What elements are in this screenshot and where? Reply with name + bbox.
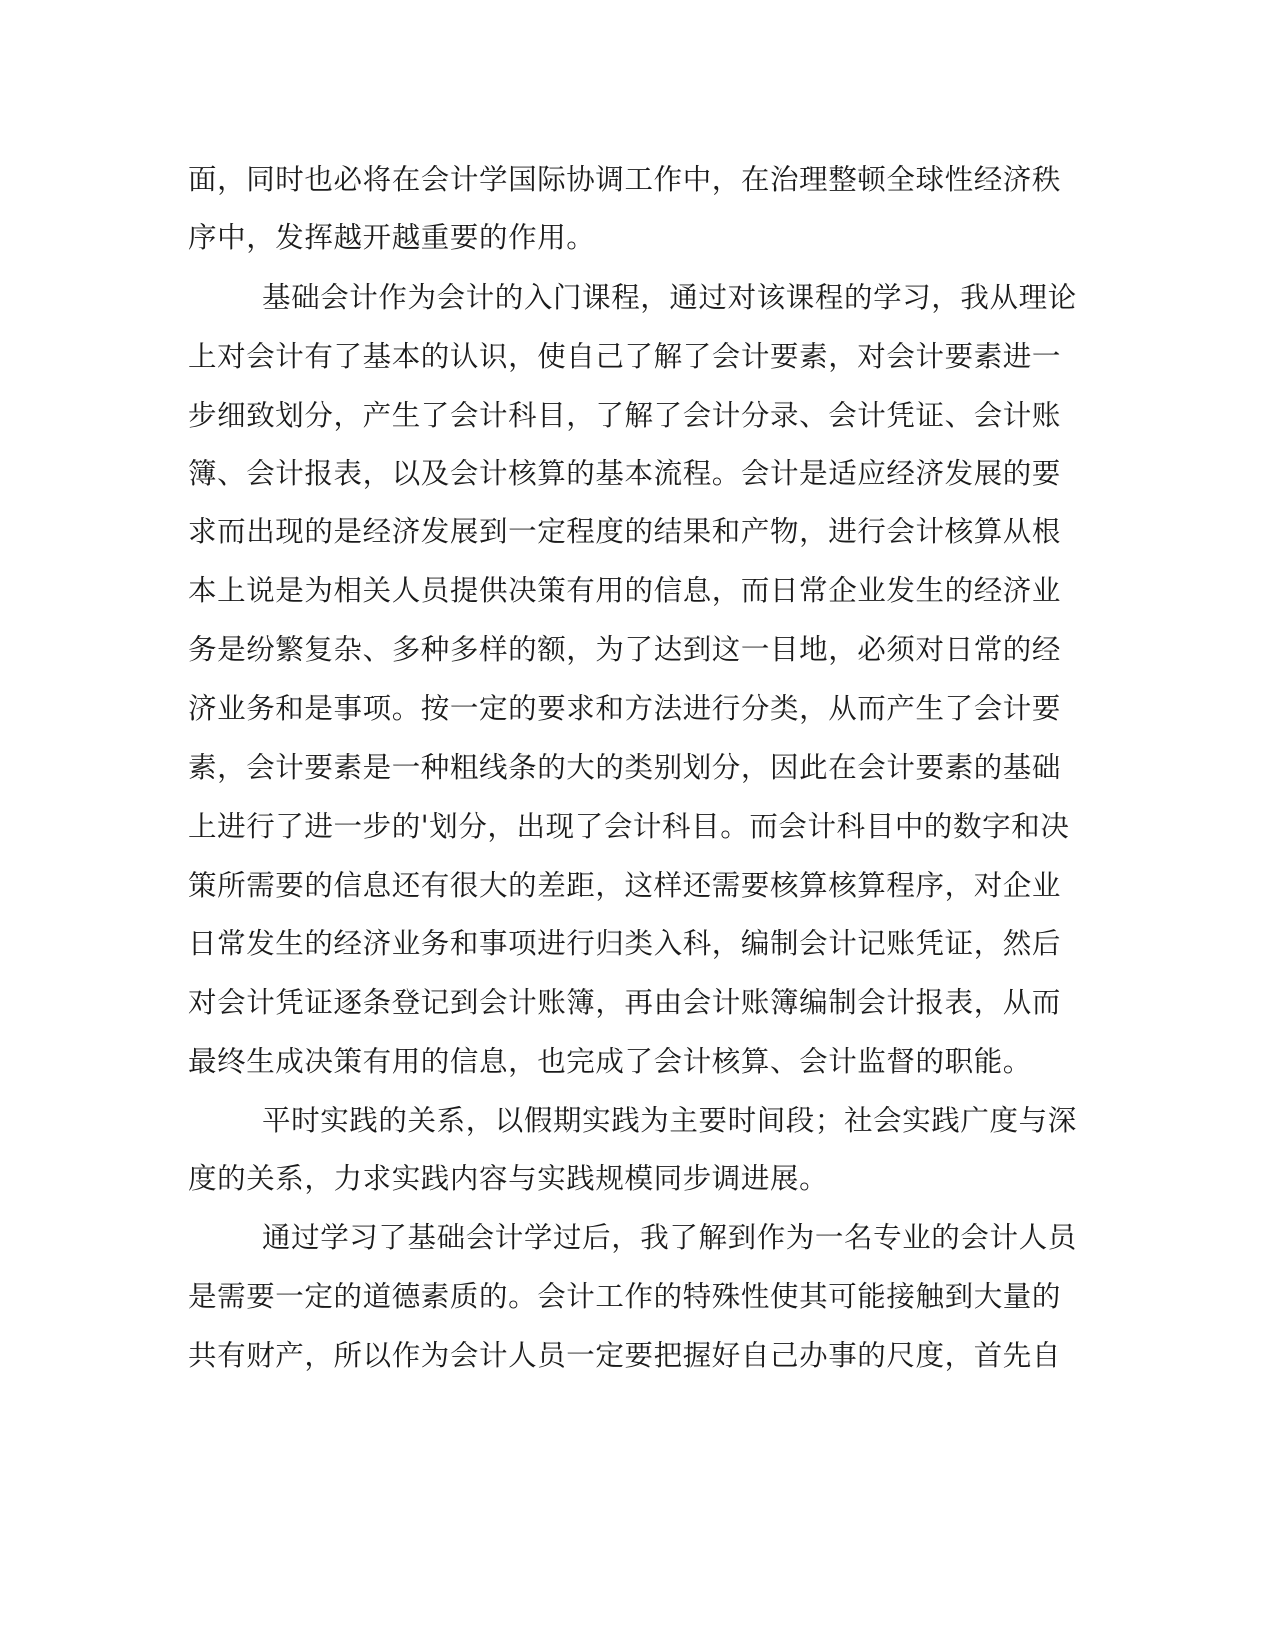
text-line: 求而出现的是经济发展到一定程度的结果和产物，进行会计核算从根 — [188, 515, 1062, 548]
text-line: 素，会计要素是一种粗线条的大的类别划分，因此在会计要素的基础 — [188, 751, 1062, 784]
text-line: 务是纷繁复杂、多种多样的额，为了达到这一目地，必须对日常的经 — [188, 633, 1062, 666]
text-line: 面，同时也必将在会计学国际协调工作中，在治理整顿全球性经济秩 — [188, 163, 1062, 196]
paragraph-first-line: 通过学习了基础会计学过后，我了解到作为一名专业的会计人员 — [262, 1221, 1077, 1254]
text-line: 策所需要的信息还有很大的差距，这样还需要核算核算程序，对企业 — [188, 869, 1062, 902]
paragraph-first-line: 平时实践的关系，以假期实践为主要时间段；社会实践广度与深 — [262, 1104, 1077, 1137]
text-line: 本上说是为相关人员提供决策有用的信息，而日常企业发生的经济业 — [188, 574, 1062, 607]
text-line: 日常发生的经济业务和事项进行归类入科，编制会计记账凭证，然后 — [188, 927, 1062, 960]
text-line: 序中，发挥越开越重要的作用。 — [188, 221, 596, 254]
text-line: 上对会计有了基本的认识，使自己了解了会计要素，对会计要素进一 — [188, 340, 1062, 373]
paragraph-first-line: 基础会计作为会计的入门课程，通过对该课程的学习，我从理论 — [262, 281, 1077, 314]
text-line: 是需要一定的道德素质的。会计工作的特殊性使其可能接触到大量的 — [188, 1280, 1062, 1313]
text-line: 最终生成决策有用的信息，也完成了会计核算、会计监督的职能。 — [188, 1045, 1032, 1078]
text-line: 上进行了进一步的'划分，出现了会计科目。而会计科目中的数字和决 — [188, 810, 1070, 843]
text-line: 簿、会计报表，以及会计核算的基本流程。会计是适应经济发展的要 — [188, 457, 1062, 490]
text-line: 步细致划分，产生了会计科目，了解了会计分录、会计凭证、会计账 — [188, 399, 1062, 432]
text-line: 济业务和是事项。按一定的要求和方法进行分类，从而产生了会计要 — [188, 692, 1062, 725]
text-line: 对会计凭证逐条登记到会计账簿，再由会计账簿编制会计报表，从而 — [188, 986, 1062, 1019]
text-line: 度的关系，力求实践内容与实践规模同步调进展。 — [188, 1162, 829, 1195]
text-line: 共有财产，所以作为会计人员一定要把握好自己办事的尺度，首先自 — [188, 1339, 1062, 1372]
